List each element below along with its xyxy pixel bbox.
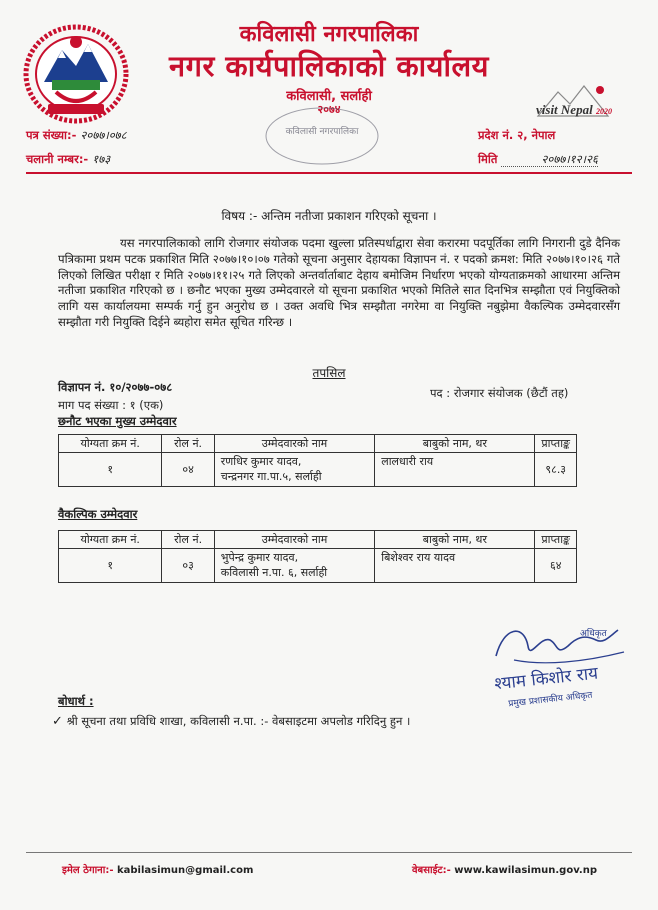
date-value: २०७७।१२।२६ <box>501 152 598 167</box>
email-value: kabilasimun@gmail.com <box>116 865 254 876</box>
cell-rank: १ <box>59 453 162 487</box>
letter-number-value: २०७७।०७८ <box>80 128 127 142</box>
website-value: www.kawilasimun.gov.np <box>454 865 597 876</box>
office-name: नगर कार्यपालिकाको कार्यालय <box>169 49 489 83</box>
dispatch-number-value: १७३ <box>92 152 111 166</box>
footer-rule <box>26 852 632 853</box>
main-candidate-table <box>58 434 577 487</box>
header-father-name: बाबुको नाम, थर <box>375 531 535 549</box>
letter-number-label: पत्र संख्या:- <box>26 128 77 142</box>
check-mark-icon: ✓ <box>52 714 63 729</box>
date-label: मिति <box>478 152 498 166</box>
visit-nepal-text: visit Nepal <box>536 102 593 117</box>
signatory-name: श्याम किशोर राय <box>493 663 599 695</box>
date <box>478 152 598 167</box>
visit-nepal-logo-icon <box>528 76 628 128</box>
cc-text: श्री सूचना तथा प्रविधि शाखा, कविलासी न.पा. :- वेबसाइटमा अपलोड गरिदिनु हुन । <box>66 714 411 728</box>
visit-nepal-year: 2020 <box>595 107 612 116</box>
cell-roll: ०४ <box>162 453 214 487</box>
position-label: पद : रोजगार संयोजक (छैटौं तह) <box>430 386 569 400</box>
footer-email <box>62 862 253 876</box>
subject-line: विषय :- अन्तिम नतीजा प्रकाशन गरिएको सूचना । <box>221 209 437 223</box>
notice-body <box>58 236 620 331</box>
main-candidate-heading: छनौट भएका मुख्य उम्मेदवार <box>58 414 177 428</box>
dispatch-number-label: चलानी नम्बर:- <box>26 152 89 166</box>
alternate-candidate-heading: वैकल्पिक उम्मेदवार <box>58 507 138 521</box>
letter-number <box>26 128 127 143</box>
candidate-name: रणधिर कुमार यादव, <box>220 455 302 468</box>
body-paragraph: यस नगरपालिकाको लागि रोजगार संयोजक पदमा खुल्ला प्रतिस्पर्धाद्वारा सेवा करारमा पदपूर्तिका लागि निगरानी दुडे दैनिक पत्रिकामा प्रथम पटक प्रकाशित मिति २०७७।१०।०७ गतेको सूचना अनुसार देहायका विज्ञापन नं. र पदको क्रमश: मिति २०७७।१०।२६ गते लिएको लिखित परीक्षा र मिति २०७७।११।२५ गते लिएको अन्तर्वार्ताबाट देहाय बमोजिम निर्धारण भएको योग्यताक्रमको आधारमा अन्तिम नतीजा प्रकाशित गरिएको छ । छनौट भएका मुख्य उम्मेदवारले यो सूचना प्रकाशित भएको मितिले सात दिनभित्र सम्झौता एवं नियुक्तिको लागि यस कार्यालयमा सम्पर्क गर्नु हुन अनुरोध छ । उक्त अवधि भित्र सम्झौता नगरेमा वा नियुक्ति नबुझेमा वैकल्पिक उम्मेदवारसँग सम्झौता गरी नियुक्ति दिईने ब्यहोरा समेत सूचित गरिन्छ । <box>58 236 620 329</box>
header-rank: योग्यता क्रम नं. <box>59 531 162 549</box>
cell-father-name: लालधारी राय <box>375 453 535 487</box>
website-label: वेबसाईट:- <box>412 865 451 876</box>
header-rank: योग्यता क्रम नं. <box>59 435 162 453</box>
municipality-name: कविलासी नगरपालिका <box>239 22 419 47</box>
header-roll: रोल नं. <box>162 435 214 453</box>
candidate-address: कविलासी न.पा. ६, सर्लाही <box>220 566 328 579</box>
table-row <box>59 549 577 583</box>
stamp-text: कविलासी नगरपालिका <box>285 127 359 137</box>
cc-line <box>52 714 410 729</box>
footer-website <box>412 862 597 876</box>
alternate-candidate-table <box>58 530 577 583</box>
candidate-address: चन्द्रनगर गा.पा.५, सर्लाही <box>220 470 322 483</box>
header-score: प्राप्ताङ्क <box>535 435 577 453</box>
dispatch-number <box>26 152 110 167</box>
table-row <box>59 453 577 487</box>
table-header-row <box>59 435 577 453</box>
cell-candidate-name <box>214 549 374 583</box>
cell-score: ९८.३ <box>535 453 577 487</box>
province-label: प्रदेश नं. २, नेपाल <box>478 128 556 142</box>
header-candidate-name: उम्मेदवारको नाम <box>214 531 374 549</box>
header-father-name: बाबुको नाम, थर <box>375 435 535 453</box>
cell-roll: ०३ <box>162 549 214 583</box>
office-stamp <box>262 104 382 168</box>
header-roll: रोल नं. <box>162 531 214 549</box>
cc-label: बोधार्थ : <box>58 694 94 708</box>
cell-candidate-name <box>214 453 374 487</box>
cell-score: ६४ <box>535 549 577 583</box>
establishment-year: २०७४ <box>317 103 341 116</box>
email-label: इमेल ठेगाना:- <box>62 865 114 876</box>
header-candidate-name: उम्मेदवारको नाम <box>214 435 374 453</box>
header-rule <box>26 172 632 174</box>
header-score: प्राप्ताङ्क <box>535 531 577 549</box>
cell-father-name: बिशेश्वर राय यादव <box>375 549 535 583</box>
candidate-name: भुपेन्द्र कुमार यादव, <box>220 551 299 564</box>
signature-scribble-text: अधिकृत <box>580 629 607 639</box>
office-location: कविलासी, सर्लाही <box>286 89 372 104</box>
vacancy-count: माग पद संख्या : १ (एक) <box>58 398 164 412</box>
cell-rank: १ <box>59 549 162 583</box>
signatory-title: प्रमुख प्रशासकीय अधिकृत <box>507 690 593 710</box>
table-header-row <box>59 531 577 549</box>
details-heading: तपसिल <box>312 366 346 380</box>
advertisement-number: विज्ञापन नं. १०/२०७७-०७८ <box>58 380 173 394</box>
signature-block <box>484 616 634 716</box>
